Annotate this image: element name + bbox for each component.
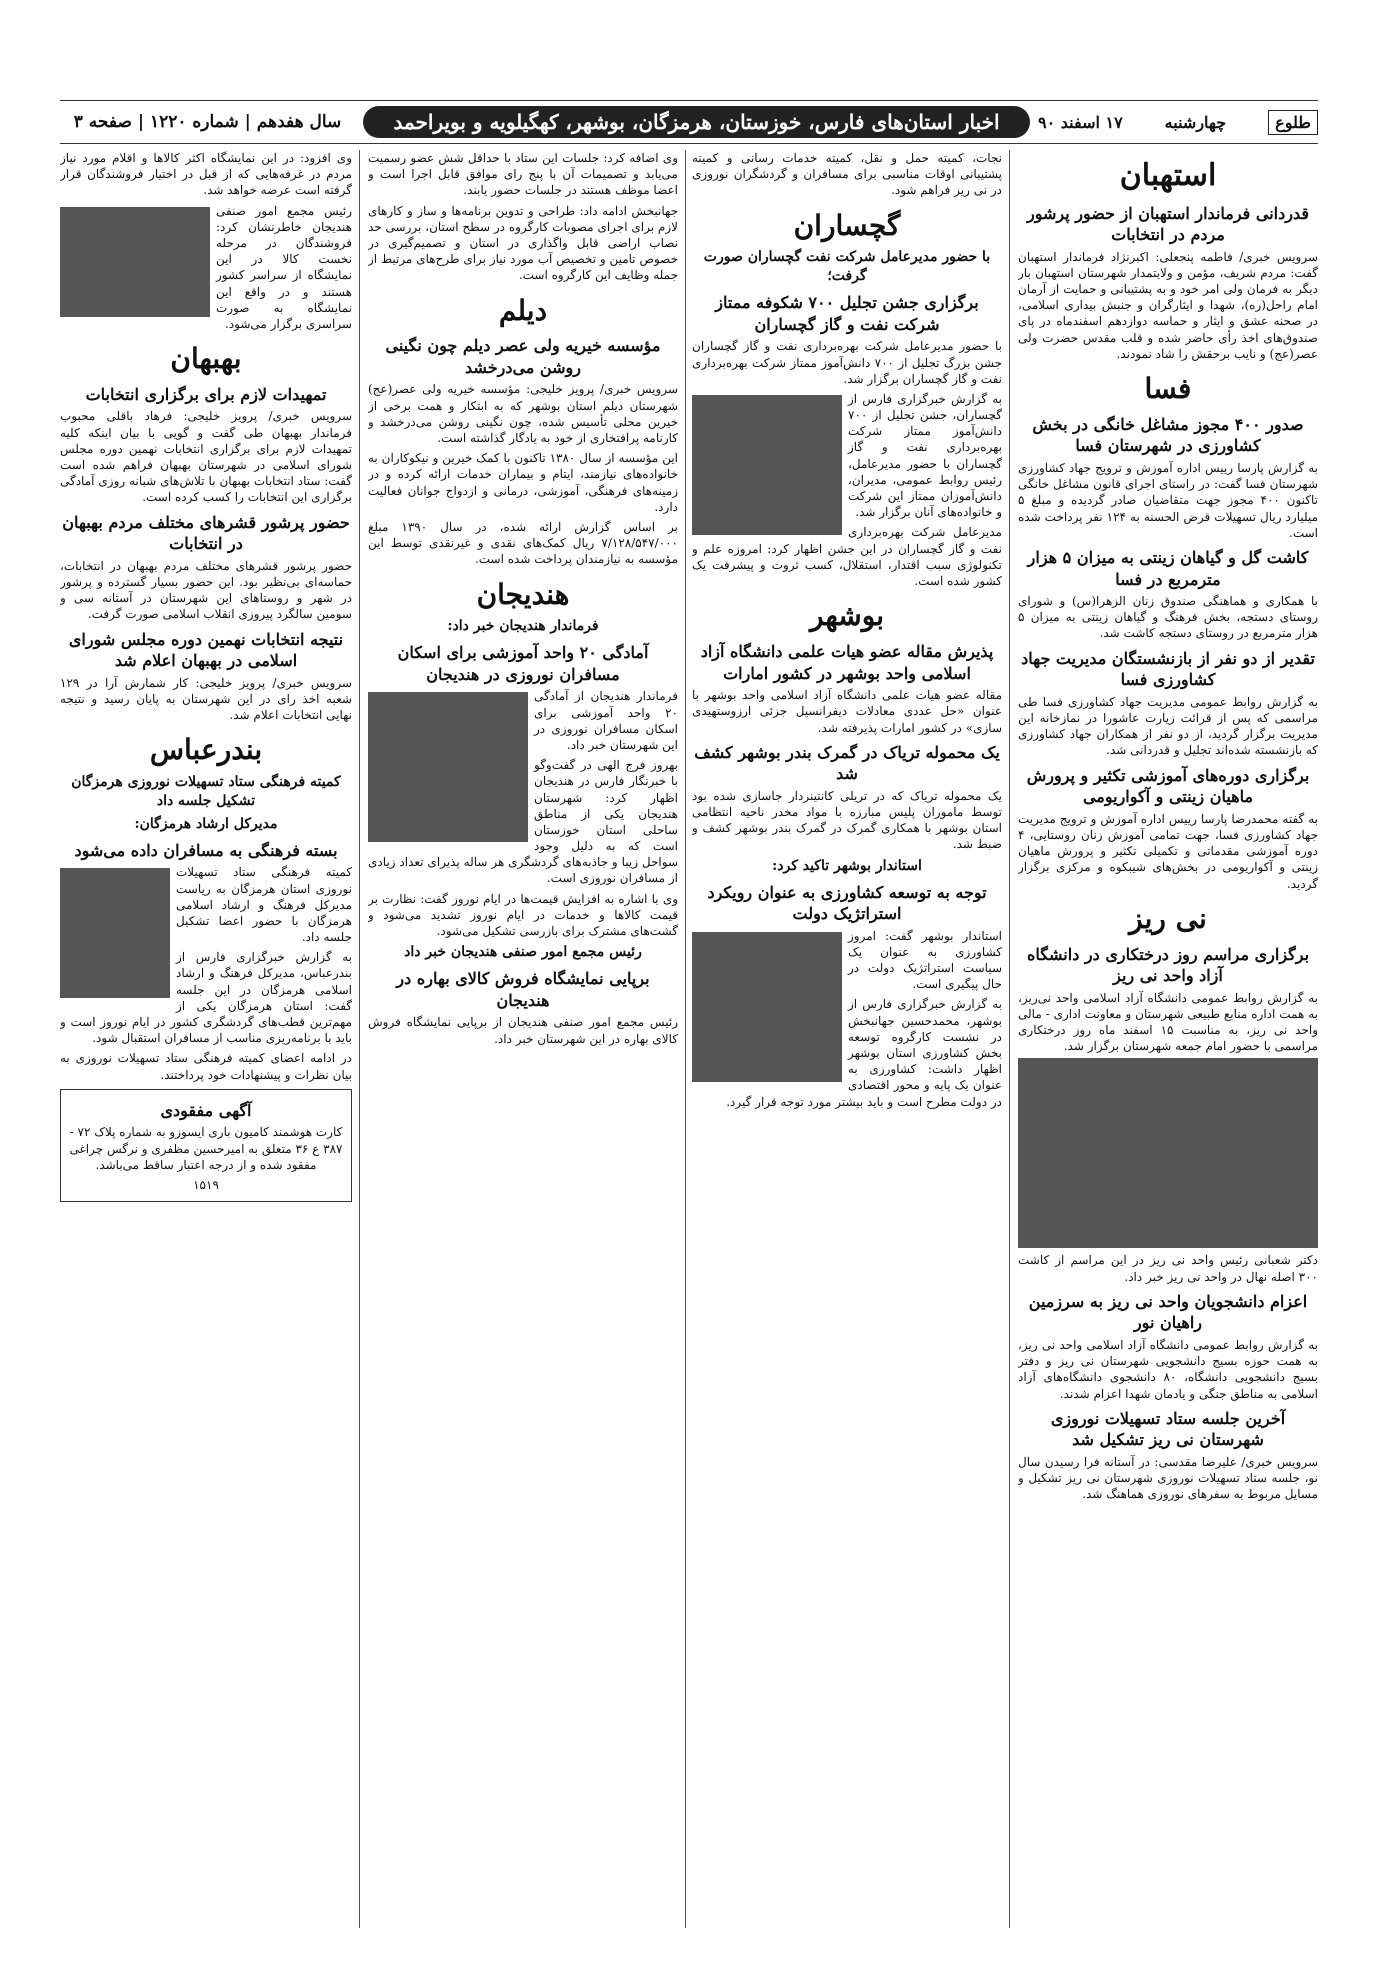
- header-issue: شماره ۱۲۲۰: [149, 112, 239, 132]
- section-title-neyriz: نی ریز: [1129, 901, 1207, 935]
- article-body: به گزارش روابط عمومی دانشگاه آزاد اسلامی واحد نی ریز، به همت حوزه بسیج دانشجویی شهرستان نی ریز و دفتر بسیج دانشجویی دانشگاه، ۸۰ دانشجوی دانشگاه‌های آزاد اسلامی به مناطق جنگی و یادمان شهدا اعزام شدند.: [1018, 1338, 1318, 1401]
- article-body: به گزارش خبرگزاری فارس از بندرعباس، مدیرکل فرهنگ و ارشاد اسلامی هرمزگان در این جلسه گفت: استان هرمزگان یکی از مهم‌ترین قطب‌های گردشگری کشور در ایام نوروز است و باید با برنامه‌ریزی مناسب از مسافران استقبال شود.: [60, 950, 352, 1046]
- headline: پذیرش مقاله عضو هیات علمی دانشگاه آزاد اسلامی واحد بوشهر در کشور امارات: [700, 641, 994, 683]
- column-2: [692, 150, 1002, 1928]
- headline: برپایی نمایشگاه فروش کالای بهاره در هندیجان: [396, 969, 650, 1010]
- ad-code: ۱۵۱۹: [193, 1177, 219, 1192]
- article-body: مقاله عضو هیات علمی دانشگاه آزاد اسلامی واحد بوشهر با عنوان «حل عددی معادلات دیفرانسیل جزئی ارزوستهیدی سازی» در کشور امارات پذیرفته شد.: [692, 688, 1002, 735]
- article-body: به گزارش خبرگزاری فارس از گچساران، جشن تجلیل از ۷۰۰ دانش‌آموز ممتاز شرکت بهره‌برداری نفت و گاز گچساران با حضور مدیرعامل، رئیس روابط عمومی، مدیران، دانش‌آموزان ممتاز این شرکت و خانواده‌های آنان برگزار شد.: [848, 391, 1002, 520]
- headline: بسته فرهنگی به مسافران داده می‌شود: [74, 840, 338, 860]
- headline: مؤسسه خیریه ولی عصر دیلم چون نگینی روشن می‌درخشد: [385, 336, 661, 377]
- section-title-bandarabbas: بندرعباس: [149, 733, 263, 767]
- headline: تمهیدات لازم برای برگزاری انتخابات: [85, 384, 327, 404]
- headline: برگزاری جشن تجلیل ۷۰۰ شکوفه ممتاز شرکت نفت و گاز گچساران: [715, 293, 979, 334]
- kicker: مدیرکل ارشاد هرمزگان:: [134, 815, 278, 832]
- header-banner: اخبار استان‌های فارس، خوزستان، هرمزگان، بوشهر، کهگیلویه و بویراحمد: [363, 106, 1030, 138]
- section-title-deylam: دیلم: [498, 293, 548, 327]
- headline: برگزاری دوره‌های آموزشی تکثیر و پرورش ماهیان زینتی و آکواریومی: [1026, 765, 1310, 807]
- article-body: سرویس خبری/ پرویز خلیجی: فرهاد باقلی محبوب فرماندار بهبهان طی گفت و گویی با بیان اینکه کلیه تمهیدات لازم برای برگزاری انتخابات نهمین دوره مجلس شورای اسلامی در شهرستان بهبهان فراهم شده است گفت: ستاد انتخابات بهبهان با تلاش‌های شبانه روزی آمادگی برگزاری این انتخابات را کسب کرده است.: [60, 409, 352, 505]
- article-body: سرویس خبری/ فاطمه پنجعلی: اکبرنژاد فرماندار استهبان گفت: مردم شریف، مؤمن و ولایتمدار شهرستان استهبان بار دیگر به فرمان ولی امر خود و به پشتیبانی و حمایت از آرمان امام راحل(ره)، شهدا و ایثارگران و جنبش بیداری اسلامی، در صحنه عشق و ایثار و حماسه دوازدهم اسفندماه در پای صندوق‌های اخذ رأی حاضر شده و قلب مقدس حضرت ولی عصر(عج) و نایب برحقش را شاد نمودند.: [1018, 249, 1318, 361]
- column-rule: [1009, 150, 1010, 1928]
- ad-title: آگهی مفقودی: [160, 1100, 252, 1120]
- article-body: وی افزود: در این نمایشگاه اکثر کالاها و اقلام مورد نیاز مردم در غرفه‌هایی که از قبل در اختیار فروشندگان قرار گرفته است عرضه خواهد شد.: [60, 151, 352, 198]
- section-title-hendijan: هندیجان: [476, 577, 570, 611]
- header-day: چهارشنبه: [1164, 112, 1227, 132]
- tree-planting-photo: [1018, 1058, 1318, 1248]
- columns: [60, 150, 1318, 1928]
- kicker: فرماندار هندیجان خبر داد:: [447, 618, 599, 635]
- header-year: سال هفدهم: [256, 112, 342, 132]
- article-body: سرویس خبری/ علیرضا مقدسی: در آستانه فرا رسیدن سال نو، جلسه ستاد تسهیلات نوروزی شهرستان نی ریز تشکیل و مسایل مربوط به سفرهای نوروزی هماهنگ شد.: [1018, 1454, 1318, 1502]
- article-body: فرماندار هندیجان از آمادگی ۲۰ واحد آموزشی برای اسکان مسافران نوروزی در این شهرستان خبر داد.: [534, 689, 678, 752]
- ceo-portrait-photo: [692, 395, 842, 535]
- article-body: حضور پرشور قشرهای مختلف مردم بهبهان در انتخابات، حماسه‌ای بی‌نظیر بود. این حضور بسیار گسترده و پرشور در شهر و روستاهای این شهرستان در آستانه سی و سومین سالگرد پیروزی انقلاب اسلامی صورت گرفت.: [60, 558, 352, 622]
- page-header: [60, 100, 1318, 144]
- article-body: کمیته فرهنگی ستاد تسهیلات نوروزی استان هرمزگان به ریاست مدیرکل فرهنگ و ارشاد اسلامی هرمزگان با حضور اعضا تشکیل جلسه داد.: [176, 865, 352, 945]
- article-body: به گفته محمدرضا پارسا رییس اداره آموزش و ترویج مدیریت جهاد کشاورزی فسا، جهت تمامی آموزش زنان روستایی، ۴ دوره آموزشی مقدماتی و تکمیلی تکثیر و پرورش ماهیان زینتی و آکواریومی در بخش‌های شیبکوه و مرکزی برگزار گردید.: [1018, 811, 1318, 891]
- article-body: سرویس خبری/ پرویز خلیجی: مؤسسه خیریه ولی عصر(عج) شهرستان دیلم استان بوشهر که به ابتکار و همت برخی از خیرین محلی تأسیس شده، چون نگینی روشن می‌درخشد و کارنامه پرافتخاری از خود به یادگار گذاشته است.: [368, 382, 678, 446]
- article-body: بهروز فرج الهی در گفت‌وگو با خبرنگار فارس در هندیجان اظهار کرد: شهرستان هندیجان یکی از مناطق ساحلی استان خوزستان است که به دلیل وجود سواحل زیبا و جاذبه‌های گردشگری هر ساله پذیرای تعداد زیادی از مسافران نوروزی است.: [368, 758, 678, 886]
- column-4: [60, 150, 352, 1928]
- headline: نتیجه انتخابات نهمین دوره مجلس شورای اسلامی در بهبهان اعلام شد: [68, 629, 344, 671]
- headline: تقدیر از دو نفر از بازنشستگان مدیریت جهاد کشاورزی فسا: [1021, 648, 1315, 690]
- section-title-behbahan: بهبهان: [170, 342, 242, 376]
- headline: یک محموله تریاک در گمرک بندر بوشهر کشف شد: [694, 742, 1000, 784]
- governor-portrait-photo: [692, 932, 842, 1082]
- column-3: [368, 150, 678, 1928]
- governor-office-photo: [368, 692, 528, 842]
- column-rule: [685, 150, 686, 1928]
- article-body: جهانبخش ادامه داد: طراحی و تدوین برنامه‌ها و ساز و کارهای لازم برای اجرای مصوبات کارگروه در سطح استان، بررسی حد نصاب اراضی قابل واگذاری در استان و تصمیم‌گیری در خصوص تامین و تخصیص آب مورد نیاز برای طرح‌های مرتبط از جمله وظایف این کارگروه است.: [368, 203, 678, 283]
- exhibition-photo: [60, 207, 210, 317]
- header-page: صفحه ۳: [73, 112, 132, 132]
- headline: حضور پرشور قشرهای مختلف مردم بهبهان در انتخابات: [62, 512, 350, 554]
- cleric-portrait-photo: [60, 868, 170, 998]
- header-left: سال هفدهم | شماره ۱۲۲۰ | صفحه ۳: [73, 112, 342, 132]
- headline: اعزام دانشجویان واحد نی ریز به سرزمین راهیان نور: [1028, 1291, 1308, 1333]
- column-rule: [359, 150, 360, 1928]
- article-body: این مؤسسه از سال ۱۳۸۰ تاکنون با کمک خیرین و نیکوکاران به خانواده‌های نیازمند، ایتام و بیماران خدمات ارائه کرده و در زمینه‌های فرهنگی، آموزشی، درمانی و ازدواج جوانان فعالیت دارد.: [368, 451, 678, 514]
- article-body: به گزارش روابط عمومی مدیریت جهاد کشاورزی فسا طی مراسمی که پس از قرائت زیارت عاشورا در نمازخانه این مدیریت برگزار گردید، از دو نفر از همکاران جهاد کشاورزی که بازنشسته شده‌اند تجلیل و قدردانی شد.: [1018, 694, 1318, 758]
- headline: قدردانی فرماندار استهبان از حضور پرشور مردم در انتخابات: [1026, 203, 1310, 245]
- section-title-bushehr: بوشهر: [809, 599, 885, 633]
- kicker: استاندار بوشهر تاکید کرد:: [772, 857, 922, 874]
- article-body: سرویس خبری/ پرویز خلیجی: کار شمارش آرا در ۱۲۹ شعبه اخذ رای در این شهرستان به پایان رسید و نتیجه نهایی انتخابات اعلام شد.: [60, 675, 352, 723]
- section-title-estahban: استهبان: [1119, 158, 1217, 193]
- headline: آخرین جلسه ستاد تسهیلات نوروزی شهرستان نی ریز تشکیل شد: [1050, 1408, 1286, 1450]
- headline: توجه به توسعه کشاورزی به عنوان رویکرد استراتژیک دولت: [707, 882, 987, 924]
- article-body: با همکاری و هماهنگی صندوق زنان الزهرا(س) و شورای روستای دستجه، بخش فرهنگ و گیاهان زینتی به میزان ۵ هزار مترمربع در روستای دستجه کاشت شد.: [1018, 594, 1318, 641]
- article-body: رئیس مجمع امور صنفی هندیجان از برپایی نمایشگاه فروش کالای بهاره در این شهرستان خبر داد.: [368, 1015, 678, 1046]
- column-1: [1018, 150, 1318, 1928]
- article-body: وی با اشاره به افزایش قیمت‌ها در ایام نوروز گفت: نظارت بر قیمت کالاها و خدمات در ایام نوروز تشدید می‌شود و گشت‌های مشترک برای بازرسی تشکیل می‌شود.: [368, 891, 678, 939]
- lost-notice-ad: [60, 1089, 352, 1202]
- header-right: [1038, 110, 1318, 135]
- article-body: مدیرعامل شرکت بهره‌برداری نفت و گاز گچساران در این جشن اظهار کرد: امروزه علم و تکنولوژی سبب اقتدار، استقلال، کسب ثروت و پیشرفت یک کشور شده است.: [692, 525, 1002, 588]
- photo-caption: دکتر شعبانی رئیس واحد نی ریز در این مراسم از کاشت ۳۰۰ اصله نهال در واحد نی ریز خبر داد.: [1018, 1253, 1318, 1284]
- headline: کمیته فرهنگی ستاد تسهیلات نوروزی هرمزگان تشکیل جلسه داد: [71, 774, 341, 809]
- article-body: وی اضافه کرد: جلسات این ستاد با حداقل شش عضو رسمیت می‌یابد و تصمیمات آن با پنج رای موافق قابل اجرا است و اعضا موظف هستند در جلسات حضور یابند.: [368, 151, 678, 198]
- headline: آمادگی ۲۰ واحد آموزشی برای اسکان مسافران نوروزی در هندیجان: [397, 643, 649, 684]
- header-date: ۱۷ اسفند ۹۰: [1038, 112, 1123, 132]
- article-body: به گزارش روابط عمومی دانشگاه آزاد اسلامی واحد نی‌ریز، به همت اداره منابع طبیعی شهرستان و معاونت اداری - مالی واحد نی ریز، به مناسبت ۱۵ اسفند ماه روز درختکاری مراسمی با حضور امام جمعه شهرستان برگزار شد.: [1018, 990, 1318, 1054]
- article-body: در ادامه اعضای کمیته فرهنگی ستاد تسهیلات نوروزی به بیان نظرات و پیشنهادات خود پرداختند.: [60, 1051, 352, 1082]
- article-body: با حضور مدیرعامل شرکت بهره‌برداری نفت و گاز گچساران جشن بزرگ تجلیل از ۷۰۰ دانش‌آموز ممتاز شرکت بهره‌برداری نفت و گاز گچساران برگزار شد.: [692, 339, 1002, 386]
- article-body: نجات، کمیته حمل و نقل، کمیته خدمات رسانی و کمیته پشتیبانی اوقات مناسبی برای مسافران و گردشگران نوروزی در نی ریز فراهم شود.: [692, 151, 1002, 198]
- article-body: بر اساس گزارش ارائه شده، در سال ۱۳۹۰ مبلغ ۷/۱۲۸/۵۴۷/۰۰۰ ریال کمک‌های نقدی و غیرنقدی توسط این مؤسسه به نیازمندان پرداخت شده است.: [368, 519, 678, 567]
- article-body: به گزارش خبرگزاری فارس از بوشهر، محمدحسین جهانبخش در نشست کارگروه توسعه بخش کشاورزی استان بوشهر اظهار داشت: کشاورزی به عنوان یک پایه و محور اقتصادی در دولت مطرح است و باید بیشتر مورد توجه قرار گیرد.: [726, 997, 1002, 1109]
- article-body: استاندار بوشهر گفت: امروز کشاورزی به عنوان یک سیاست استراتژیک دولت در حال پیگیری است.: [848, 928, 1002, 992]
- article-body: به گزارش پارسا رییس اداره آموزش و ترویج جهاد کشاورزی شهرستان فسا گفت: در راستای اجرای قانون مشاغل خانگی تاکنون ۴۰۰ مجوز جهت متقاضیان صادر گردیده و مبلغ ۵ میلیارد ریال تسهیلات قرض الحسنه به ۱۲۴ نفر پرداخت شده است.: [1018, 460, 1318, 540]
- headline: کاشت گل و گیاهان زینتی به میزان ۵ هزار مترمربع در فسا: [1027, 547, 1309, 589]
- headline: برگزاری مراسم روز درختکاری در دانشگاه آزاد واحد نی ریز: [1026, 944, 1310, 986]
- section-title-gachsaran: گچساران: [793, 208, 901, 242]
- headline: صدور ۴۰۰ مجوز مشاغل خانگی در بخش کشاورزی در شهرستان فسا: [1032, 414, 1304, 456]
- article-body: یک محموله تریاک که در تریلی کانتینردار جاسازی شده بود توسط ماموران پلیس مبارزه با مواد مخدر ناحیه انتظامی استان بوشهر با همکاری گمرک در گمرک بندر بوشهر کشف و ضبط شد.: [692, 788, 1002, 852]
- kicker: رئیس مجمع امور صنفی هندیجان خبر داد: [404, 944, 642, 961]
- newspaper-logo: طلوع: [1268, 110, 1318, 135]
- article-body: رئیس مجمع امور صنفی هندیجان خاطرنشان کرد: فروشندگان در مرحله نخست کالا در این نمایشگاه از سراسر کشور هستند و در واقع این نمایشگاه به صورت سراسری برگزار می‌شود.: [216, 203, 352, 331]
- ad-text: کارت هوشمند کامیون باری ایسوزو به شماره پلاک ۷۲ - ۳۸۷ ع ۳۶ متعلق به امیرحسین مظفری و نرگس چراغی مفقود شده و از درجه اعتبار ساقط می‌باشد.: [69, 1125, 343, 1172]
- kicker: با حضور مدیرعامل شرکت نفت گچساران صورت گرفت؛: [703, 249, 991, 285]
- section-title-fasa: فسا: [1144, 372, 1192, 405]
